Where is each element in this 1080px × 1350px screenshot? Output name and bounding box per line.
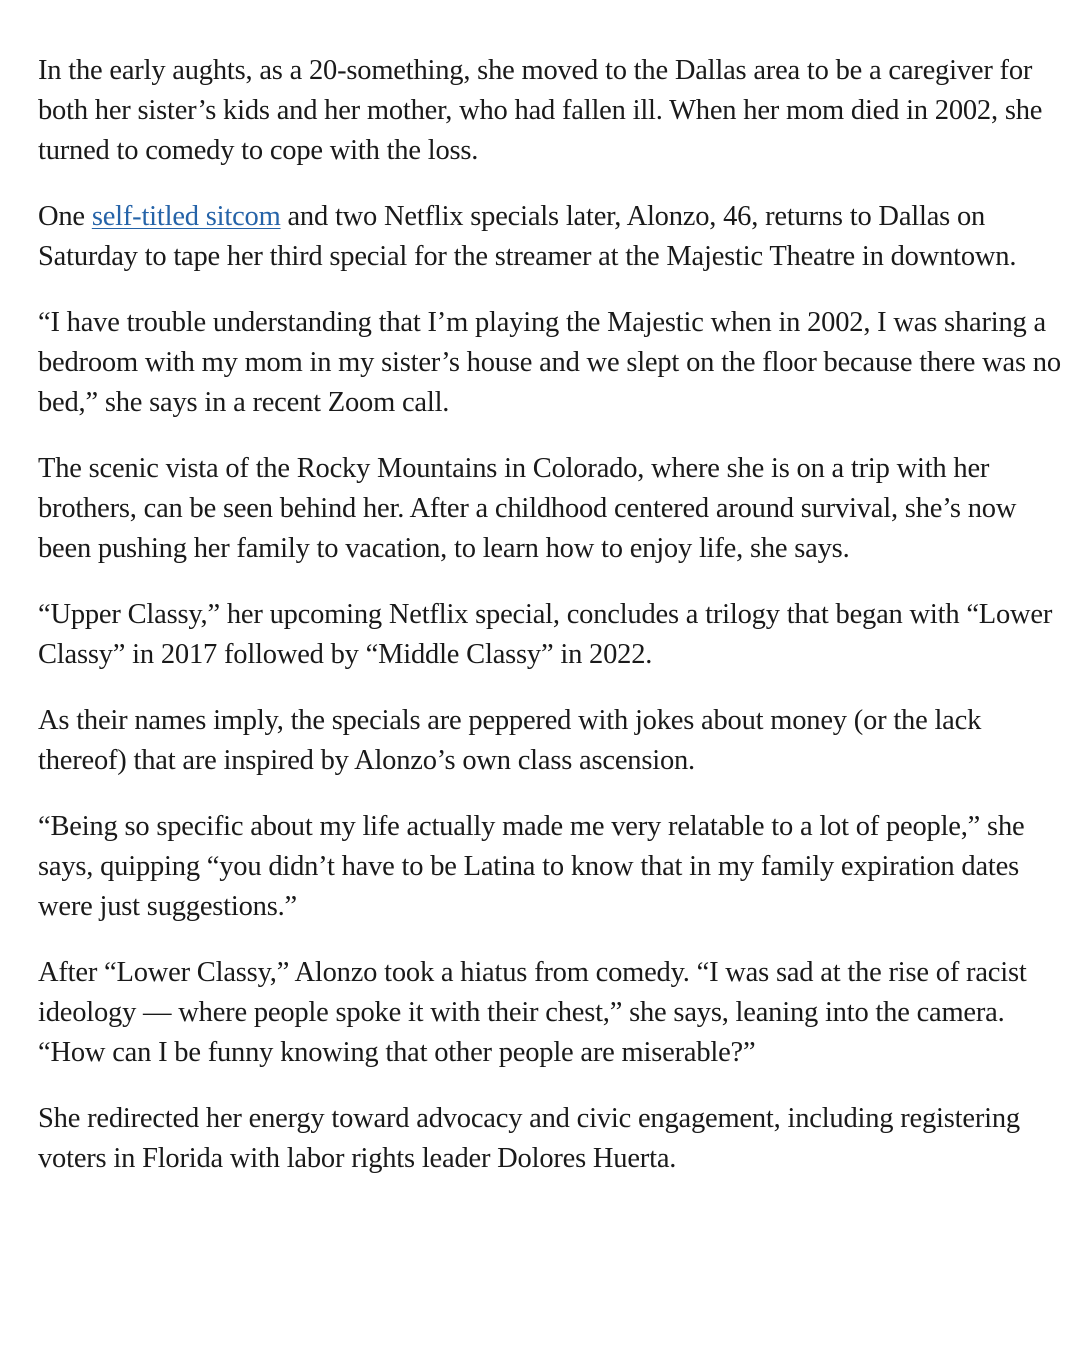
article-body <box>38 51 1062 1205</box>
paragraph-8: After “Lower Classy,” Alonzo took a hiatus from comedy. “I was sad at the rise of racist ideology — where people spoke it with their chest,” she says, leaning into the camera. “How can I be funny knowing that other people are miserable?” <box>38 957 1027 1068</box>
paragraph-7: “Being so specific about my life actually made me very relatable to a lot of people,” she says, quipping “you didn’t have to be Latina to know that in my family expiration dates were just suggestions.” <box>38 811 1025 922</box>
paragraph-3: “I have trouble understanding that I’m playing the Majestic when in 2002, I was sharing a bedroom with my mom in my sister’s house and we slept on the floor because there was no bed,” she says in a recent Zoom call. <box>38 307 1061 418</box>
paragraph-4: The scenic vista of the Rocky Mountains in Colorado, where she is on a trip with her brothers, can be seen behind her. After a childhood centered around survival, she’s now been pushing her family to vacation, to learn how to enjoy life, she says. <box>38 453 1017 564</box>
paragraph-9: She redirected her energy toward advocacy and civic engagement, including registering voters in Florida with labor rights leader Dolores Huerta. <box>38 1103 1020 1174</box>
paragraph-2-lead: One <box>38 201 92 232</box>
paragraph-2-rest: and two Netflix specials later, Alonzo, 46, returns to Dallas on Saturday to tape her third special for the streamer at the Majestic Theatre in downtown. <box>38 201 1017 272</box>
sitcom-link[interactable]: self-titled sitcom <box>91 201 281 232</box>
paragraph-2 <box>38 197 1062 277</box>
paragraph-6: As their names imply, the specials are peppered with jokes about money (or the lack thereof) that are inspired by Alonzo’s own class ascension. <box>38 705 982 776</box>
paragraph-1: In the early aughts, as a 20-something, she moved to the Dallas area to be a caregiver for both her sister’s kids and her mother, who had fallen ill. When her mom died in 2002, she turned to comedy to cope with the loss. <box>38 55 1043 166</box>
paragraph-5: “Upper Classy,” her upcoming Netflix special, concludes a trilogy that began with “Lower Classy” in 2017 followed by “Middle Classy” in 2022. <box>38 599 1053 670</box>
